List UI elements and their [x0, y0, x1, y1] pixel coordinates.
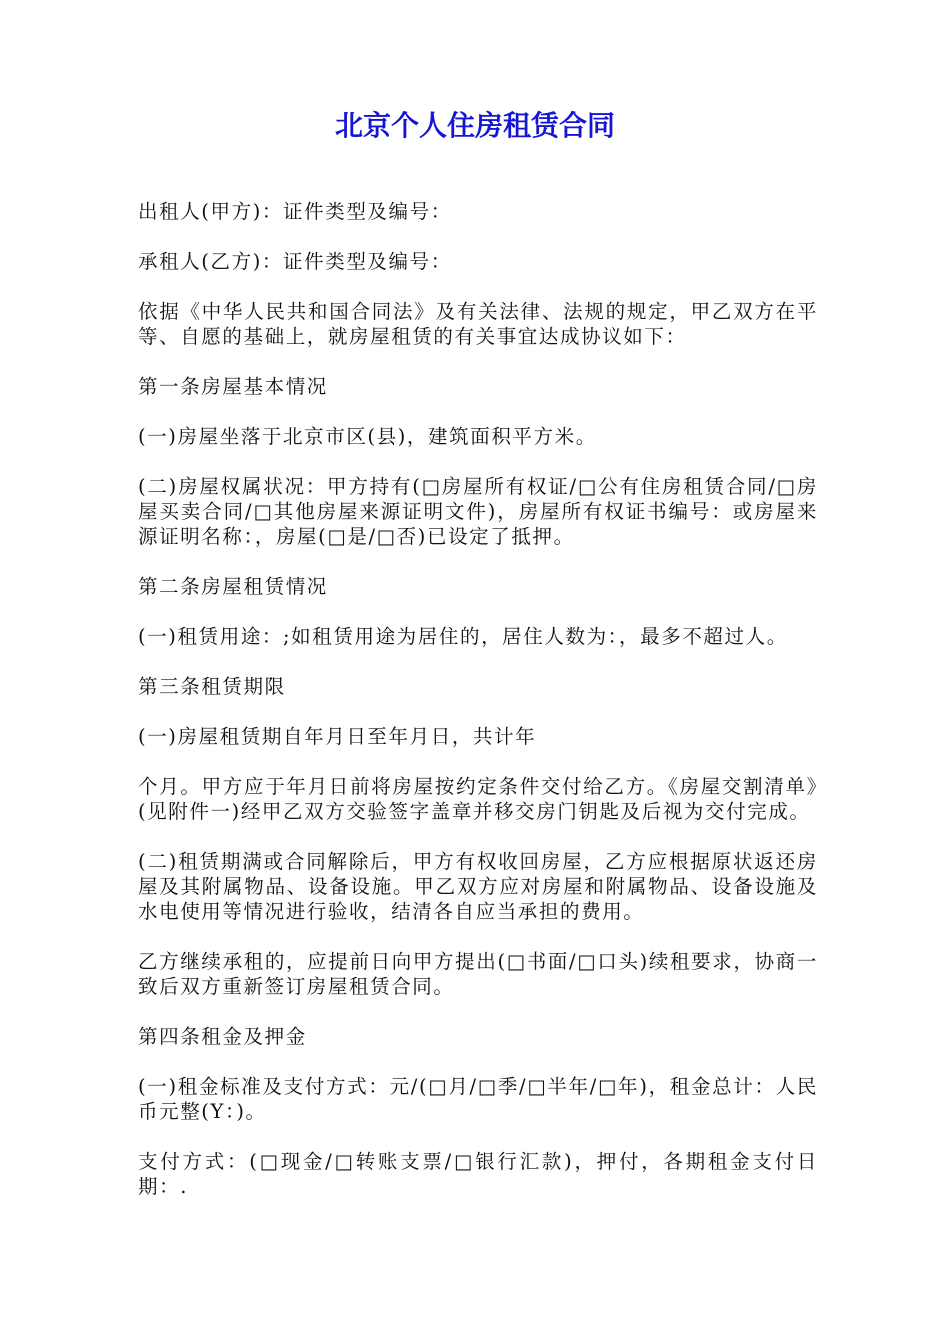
article-3-clause-1: (一)房屋租赁期自年月日至年月日，共计年 — [138, 725, 537, 748]
lessor-line: 出租人(甲方)：证件类型及编号： — [138, 200, 452, 223]
lessee-line: 承租人(乙方)：证件类型及编号： — [138, 250, 452, 273]
preamble-paragraph: 依据《中华人民共和国合同法》及有关法律、法规的规定，甲乙双方在平等、自愿的基础上，就房屋租赁的有关事宜达成协议如下： — [138, 300, 818, 348]
article-3-clause-1-continued: 个月。甲方应于年月日前将房屋按约定条件交付给乙方。《房屋交割清单》(见附件一)经甲乙双方交验签字盖章并移交房门钥匙及后视为交付完成。 — [138, 775, 818, 823]
document-title: 北京个人住房租赁合同 — [334, 109, 615, 142]
article-4-clause-1: (一)租金标准及支付方式：元/(□月/□季/□半年/□年)，租金总计：人民币元整(Y：)。 — [138, 1075, 818, 1123]
article-3-heading: 第三条租赁期限 — [138, 675, 286, 698]
article-1-clause-2: (二)房屋权属状况：甲方持有(□房屋所有权证/□公有住房租赁合同/□房屋买卖合同/□其他房屋来源证明文件)，房屋所有权证书编号：或房屋来源证明名称：，房屋(□是/□否)已设定了抵押。 — [138, 475, 818, 548]
article-3-clause-2: (二)租赁期满或合同解除后，甲方有权收回房屋，乙方应根据原状返还房屋及其附属物品、设备设施。甲乙双方应对房屋和附属物品、设备设施及水电使用等情况进行验收，结清各自应当承担的费用。 — [138, 850, 818, 923]
article-2-heading: 第二条房屋租赁情况 — [138, 575, 328, 598]
renewal-paragraph: 乙方继续承租的，应提前日向甲方提出(□书面/□口头)续租要求，协商一致后双方重新签订房屋租赁合同。 — [138, 950, 818, 998]
payment-method-paragraph: 支付方式：(□现金/□转账支票/□银行汇款)，押付，各期租金支付日期：. — [138, 1150, 818, 1198]
article-1-heading: 第一条房屋基本情况 — [138, 375, 328, 398]
document-body — [138, 199, 818, 1224]
article-2-clause-1: (一)租赁用途：;如租赁用途为居住的，居住人数为：，最多不超过人。 — [138, 625, 788, 648]
article-1-clause-1: (一)房屋坐落于北京市区(县)，建筑面积平方米。 — [138, 425, 597, 448]
article-4-heading: 第四条租金及押金 — [138, 1025, 307, 1048]
